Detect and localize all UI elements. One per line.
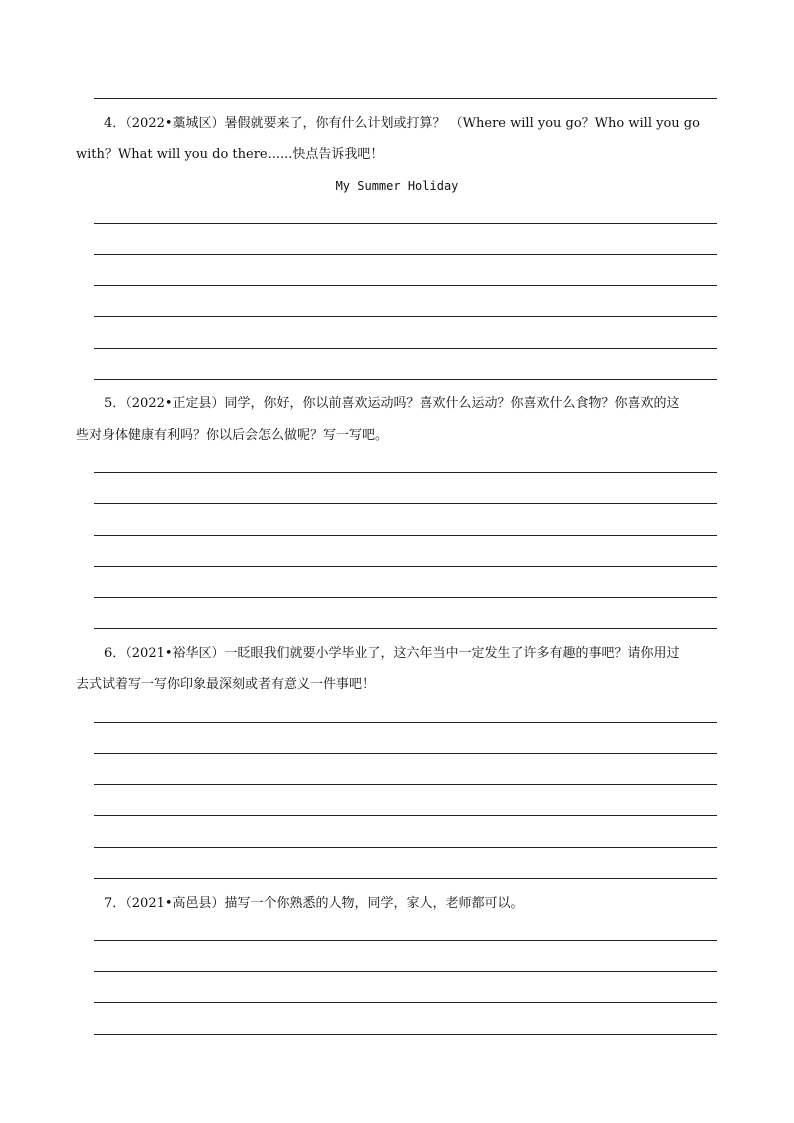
answer-line bbox=[94, 566, 717, 567]
answer-line bbox=[94, 379, 717, 380]
answer-line bbox=[94, 753, 717, 754]
answer-line bbox=[94, 503, 717, 504]
answer-line bbox=[94, 940, 717, 941]
answer-line bbox=[94, 784, 717, 785]
answer-line bbox=[94, 316, 717, 317]
question-4-text-line-2: with？What will you do there......快点告诉我吧！ bbox=[76, 147, 384, 162]
answer-line bbox=[94, 348, 717, 349]
answer-line bbox=[94, 1034, 717, 1035]
answer-line bbox=[94, 815, 717, 816]
answer-line bbox=[94, 722, 717, 723]
question-5-text-line-2: 些对身体健康有利吗？你以后会怎么做呢？写一写吧。 bbox=[76, 428, 389, 443]
answer-line bbox=[94, 254, 717, 255]
answer-line bbox=[94, 971, 717, 972]
answer-line bbox=[94, 597, 717, 598]
answer-line bbox=[94, 878, 717, 879]
answer-line bbox=[94, 98, 717, 99]
answer-line bbox=[94, 847, 717, 848]
answer-line bbox=[94, 1002, 717, 1003]
answer-line bbox=[94, 223, 717, 224]
question-6-text-line-2: 去式试着写一写你印象最深刻或者有意义一件事吧！ bbox=[76, 677, 376, 692]
question-4-essay-title: My Summer Holiday bbox=[335, 179, 459, 193]
question-4-text-line-1: 4．（2022•藁城区）暑假就要来了，你有什么计划或打算？ （Where will you go？Who will you go bbox=[104, 116, 700, 131]
answer-line bbox=[94, 628, 717, 629]
answer-line bbox=[94, 285, 717, 286]
answer-line bbox=[94, 535, 717, 536]
answer-line bbox=[94, 472, 717, 473]
question-5-text-line-1: 5．（2022•正定县）同学，你好，你以前喜欢运动吗？喜欢什么运动？你喜欢什么食物？你喜欢的这 bbox=[104, 396, 680, 411]
question-6-text-line-1: 6．（2021•裕华区）一眨眼我们就要小学毕业了，这六年当中一定发生了许多有趣的事吧？请你用过 bbox=[104, 646, 680, 661]
question-7-text-line-1: 7．（2021•高邑县）描写一个你熟悉的人物，同学，家人，老师都可以。 bbox=[104, 896, 524, 911]
